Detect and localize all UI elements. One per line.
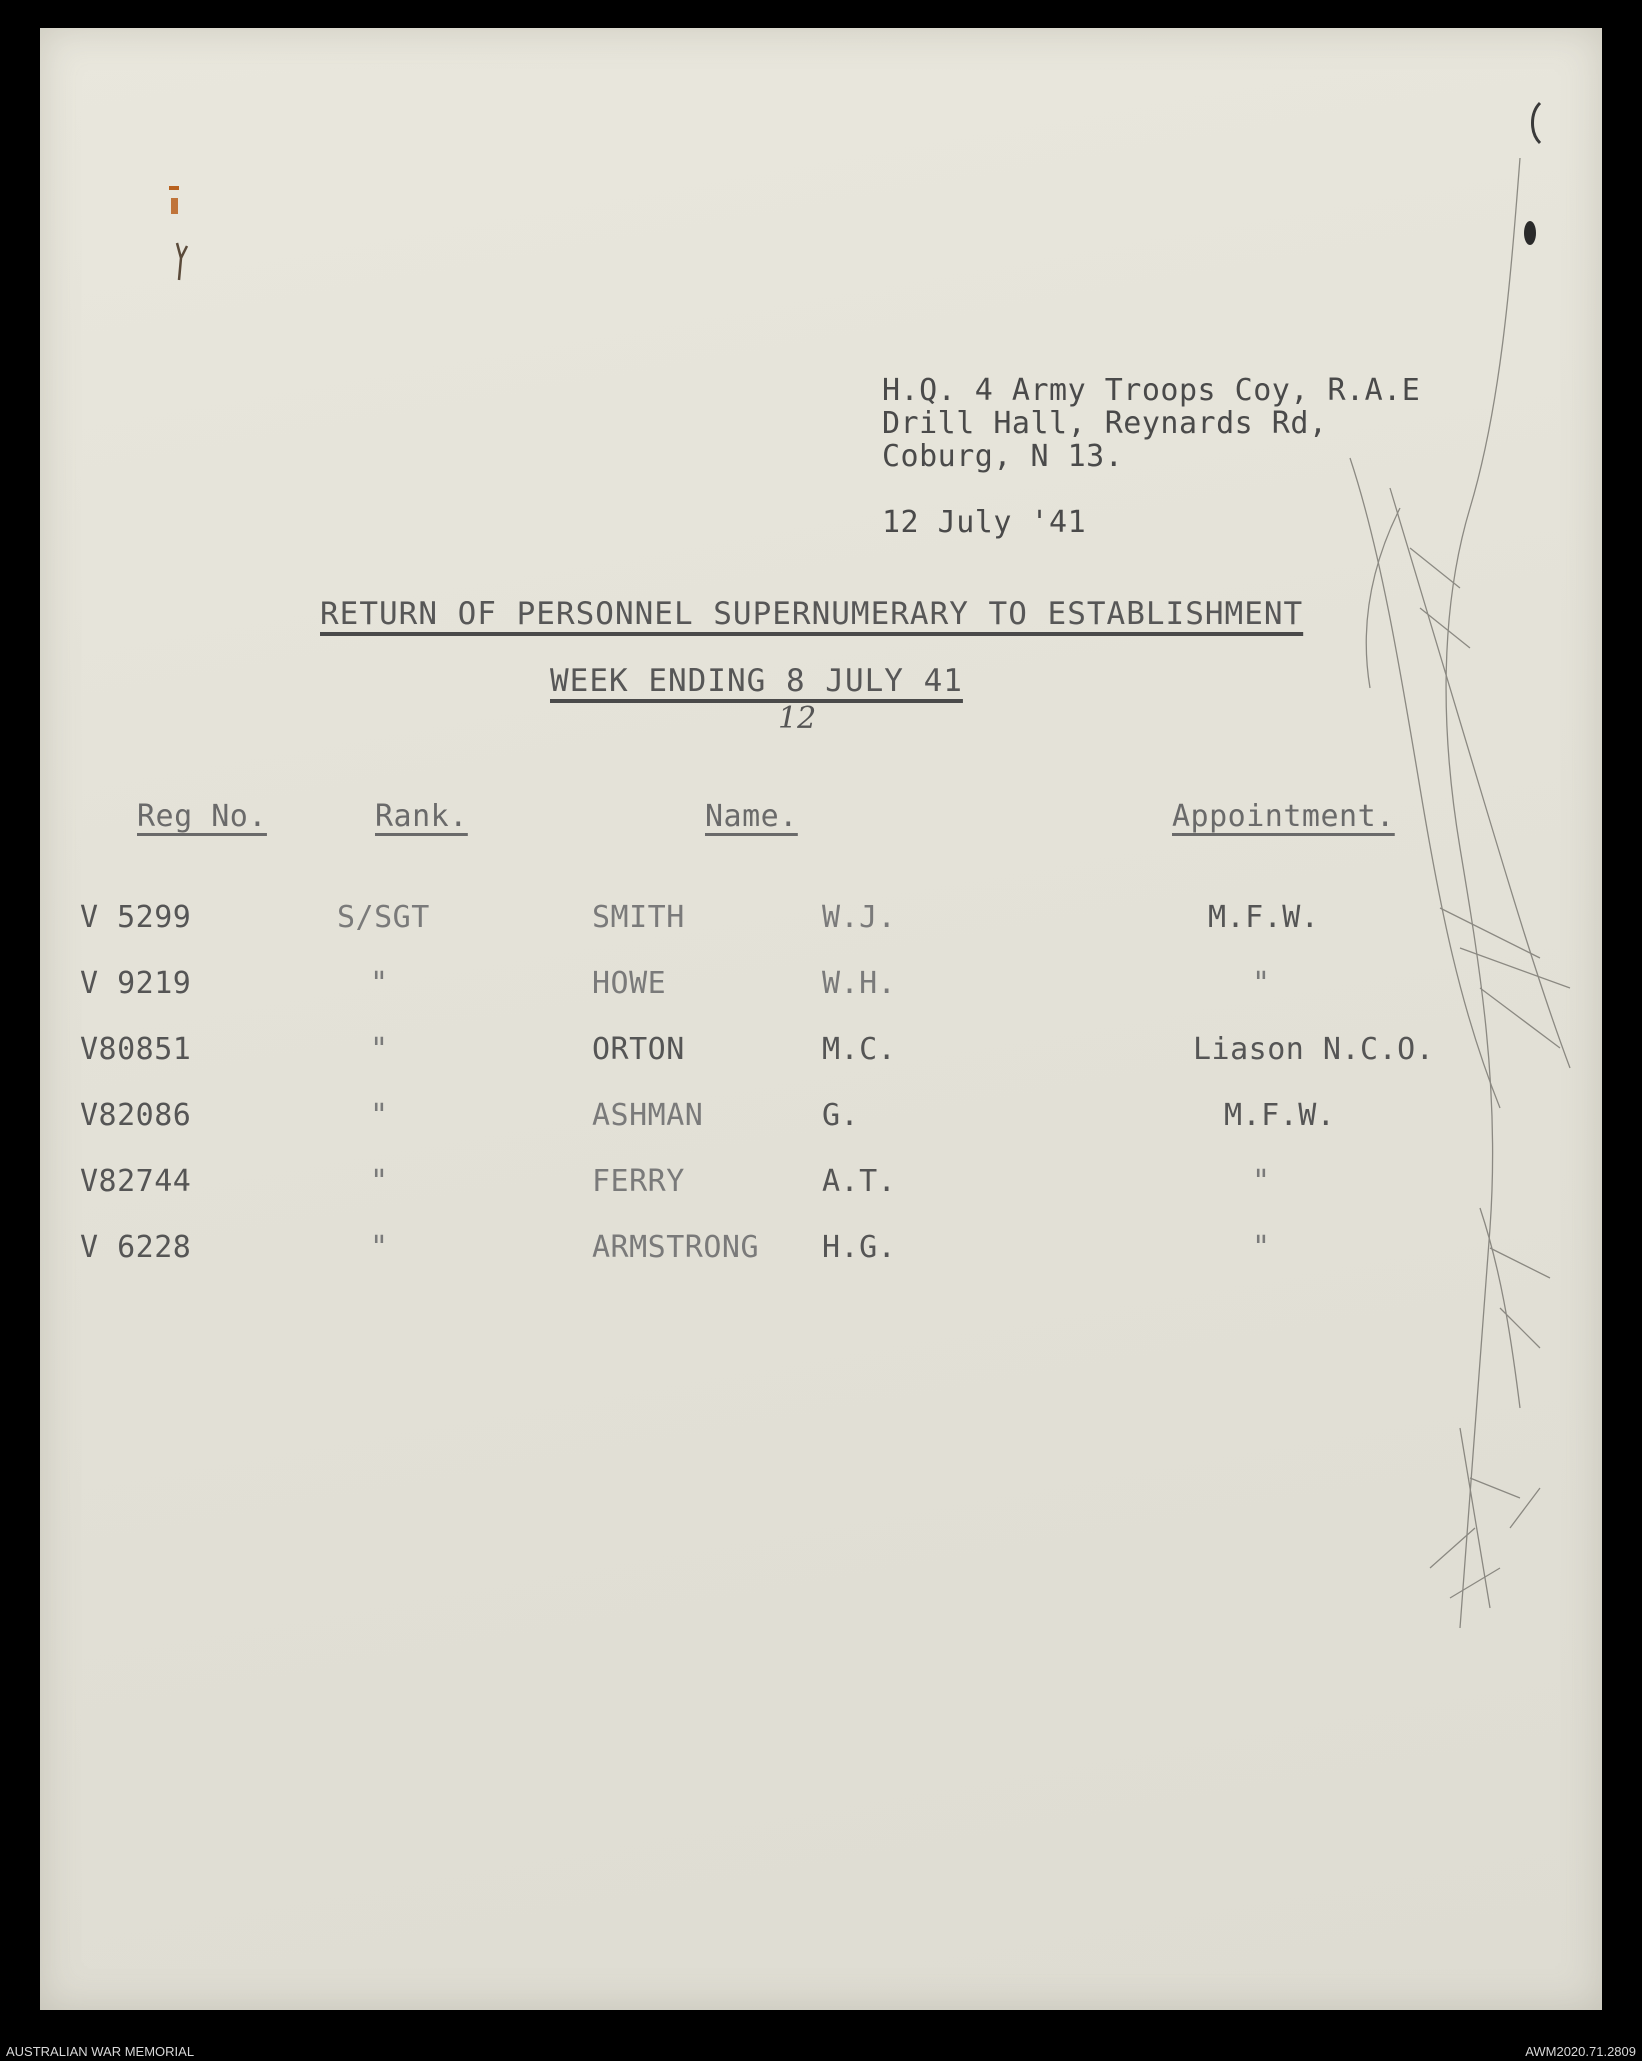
column-header-name: Name.	[705, 799, 798, 834]
cell-surname: ORTON	[592, 1032, 685, 1067]
cell-appointment: "	[1252, 966, 1271, 1001]
cell-initials: W.H.	[822, 966, 897, 1001]
cell-initials: H.G.	[822, 1230, 897, 1265]
rust-mark	[165, 148, 225, 288]
cell-reg-no: V82086	[80, 1098, 192, 1133]
cell-rank: "	[370, 966, 389, 1001]
cell-surname: FERRY	[592, 1164, 685, 1199]
letterhead-line-1: H.Q. 4 Army Troops Coy, R.A.E	[882, 373, 1421, 408]
letterhead-line-3: Coburg, N 13.	[882, 439, 1124, 474]
cell-appointment: "	[1252, 1164, 1271, 1199]
cell-reg-no: V82744	[80, 1164, 192, 1199]
cell-appointment: M.F.W.	[1208, 900, 1320, 935]
handwritten-correction: 12	[778, 701, 817, 736]
document-subtitle: WEEK ENDING 8 JULY 41	[550, 663, 963, 699]
cell-rank: "	[370, 1230, 389, 1265]
cell-rank: "	[370, 1032, 389, 1067]
pencil-sketch	[40, 28, 1602, 2010]
column-header-reg-no: Reg No.	[137, 799, 267, 834]
column-header-rank: Rank.	[375, 799, 468, 834]
cell-initials: W.J.	[822, 900, 897, 935]
punch-hole	[1520, 98, 1560, 148]
cell-initials: M.C.	[822, 1032, 897, 1067]
document-title: RETURN OF PERSONNEL SUPERNUMERARY TO ESTABLISHMENT	[320, 596, 1304, 632]
cell-surname: HOWE	[592, 966, 667, 1001]
cell-surname: ASHMAN	[592, 1098, 704, 1133]
cell-appointment: M.F.W.	[1224, 1098, 1336, 1133]
cell-initials: G.	[822, 1098, 860, 1133]
cell-reg-no: V 5299	[80, 900, 192, 935]
archive-caption-left: AUSTRALIAN WAR MEMORIAL	[6, 2044, 195, 2059]
document-page	[40, 28, 1602, 2010]
cell-initials: A.T.	[822, 1164, 897, 1199]
cell-reg-no: V80851	[80, 1032, 192, 1067]
punch-hole	[1510, 208, 1550, 258]
cell-reg-no: V 9219	[80, 966, 192, 1001]
cell-rank: "	[370, 1098, 389, 1133]
cell-surname: SMITH	[592, 900, 685, 935]
cell-appointment: "	[1252, 1230, 1271, 1265]
document-date: 12 July '41	[882, 505, 1087, 540]
letterhead-line-2: Drill Hall, Reynards Rd,	[882, 406, 1328, 441]
cell-rank: S/SGT	[337, 900, 430, 935]
archive-caption-right: AWM2020.71.2809	[1525, 2044, 1636, 2059]
cell-rank: "	[370, 1164, 389, 1199]
column-header-appointment: Appointment.	[1172, 799, 1395, 834]
cell-surname: ARMSTRONG	[592, 1230, 760, 1265]
cell-reg-no: V 6228	[80, 1230, 192, 1265]
cell-appointment: Liason N.C.O.	[1193, 1032, 1435, 1067]
